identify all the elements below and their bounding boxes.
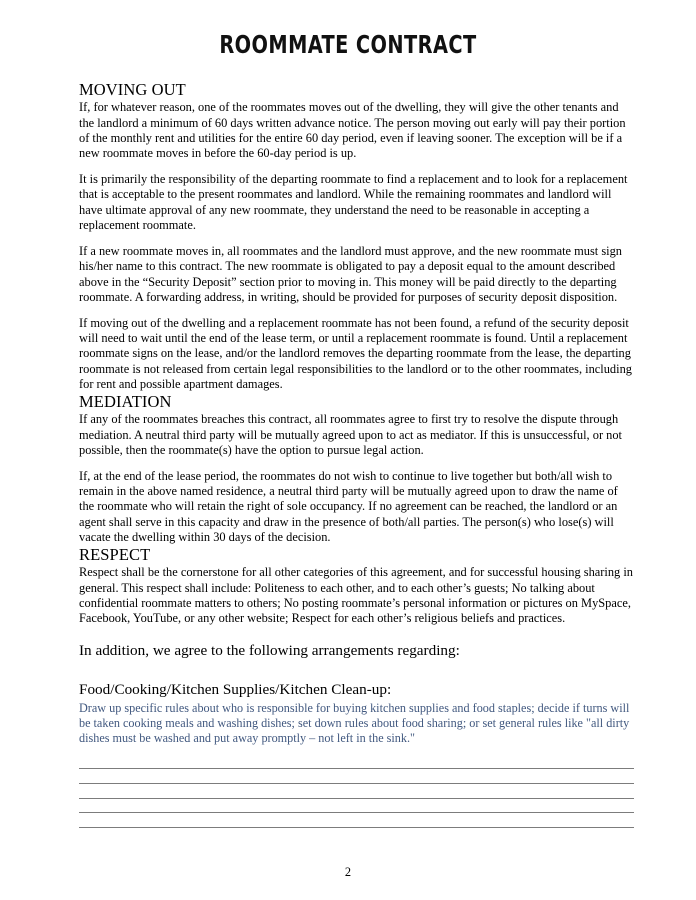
write-in-line[interactable] xyxy=(79,755,634,770)
section-arrangements xyxy=(79,642,634,827)
page-number: 2 xyxy=(344,865,352,879)
write-in-line[interactable] xyxy=(79,769,634,784)
write-in-lines[interactable] xyxy=(79,755,634,828)
write-in-line[interactable] xyxy=(79,784,634,799)
document-body xyxy=(79,80,634,828)
write-in-line[interactable] xyxy=(79,813,634,828)
paragraph: If any of the roommates breaches this contract, all roommates agree to first try to resolve the dispute through mediation. A neutral third party will be mutually agreed upon to act as mediator. If this is unsuccessful, or not possible, then the roommate(s) have the option to pursue legal action. xyxy=(79,412,623,457)
section-heading-mediation: MEDIATION xyxy=(79,391,172,411)
paragraph: If a new roommate moves in, all roommates and the landlord must approve, and the new roommate must sign his/her name to this contract. The new roommate is obligated to pay a deposit equal to the amount described above in the “Security Deposit” section prior to moving in. This money will be paid directly to the departing roommate. A forwarding address, in writing, should be provided for purposes of security deposit disposition. xyxy=(79,244,622,304)
paragraph: If moving out of the dwelling and a replacement roommate has not been found, a refund of the security deposit will need to wait until the end of the lease term, or until a replacement roommate is found. Until a replacement roommate signs on the lease, and/or the landlord removes the departing roommate from the lease, the departing roommate is not released from certain legal responsibilities to the landlord or to the other roommates, including for rent and possible apartment damages. xyxy=(79,315,632,391)
section-respect xyxy=(79,545,634,626)
write-in-line[interactable] xyxy=(79,799,634,814)
section-moving-out xyxy=(79,80,634,392)
paragraph: It is primarily the responsibility of the departing roommate to find a replacement and to look for a replacement that is acceptable to the present roommates and landlord. While the remaining roommates and landlord will have ultimate approval of any new roommate, they understand the need to be reasonable in accepting a replacement roommate. xyxy=(79,172,628,232)
paragraph: Respect shall be the cornerstone for all other categories of this agreement, and for successful housing sharing in general. This respect shall include: Politeness to each other, and to each other’s guests; No talking about confidential roommate matters to others; No posting roommate’s personal information or pictures on MySpace, Facebook, YouTube, or any other website; Respect for each other’s religious beliefs and practices. xyxy=(79,565,633,626)
paragraph: If, at the end of the lease period, the roommates do not wish to continue to live together but both/all wish to remain in the above named residence, a neutral third party will be mutually agreed upon to draw the name of the roommate who will retain the right of sole occupancy. If no agreement can be reached, the landlord or an agent shall serve in this capacity and draw in the presence of both/all parties. The person(s) who lose(s) will vacate the dwelling within 30 days of the decision. xyxy=(79,469,618,544)
section-heading-respect: RESPECT xyxy=(79,545,151,565)
section-heading-moving-out: MOVING OUT xyxy=(79,80,186,99)
arrangements-hint-text: Draw up specific rules about who is responsible for buying kitchen supplies and food staples; decide if turns will be taken cooking meals and washing dishes; set down rules about food sharing; or set general rules like "all dirty dishes must be washed and put away promptly – not left in the sink." xyxy=(79,700,630,745)
paragraph: If, for whatever reason, one of the roommates moves out of the dwelling, they will give the other tenants and the landlord a minimum of 60 days written advance notice. The person moving out early will pay their portion of the monthly rent and utilities for the entire 60 day period, even if leaving sooner. The exception will be if a new roommate moves in before the 60-day period is up. xyxy=(79,100,626,161)
arrangements-intro: In addition, we agree to the following arrangements regarding: xyxy=(79,642,460,660)
arrangements-subheading-food-cooking: Food/Cooking/Kitchen Supplies/Kitchen Clean-up: xyxy=(79,680,392,698)
section-mediation xyxy=(79,392,634,545)
page-title: ROOMMATE CONTRACT xyxy=(219,30,477,59)
